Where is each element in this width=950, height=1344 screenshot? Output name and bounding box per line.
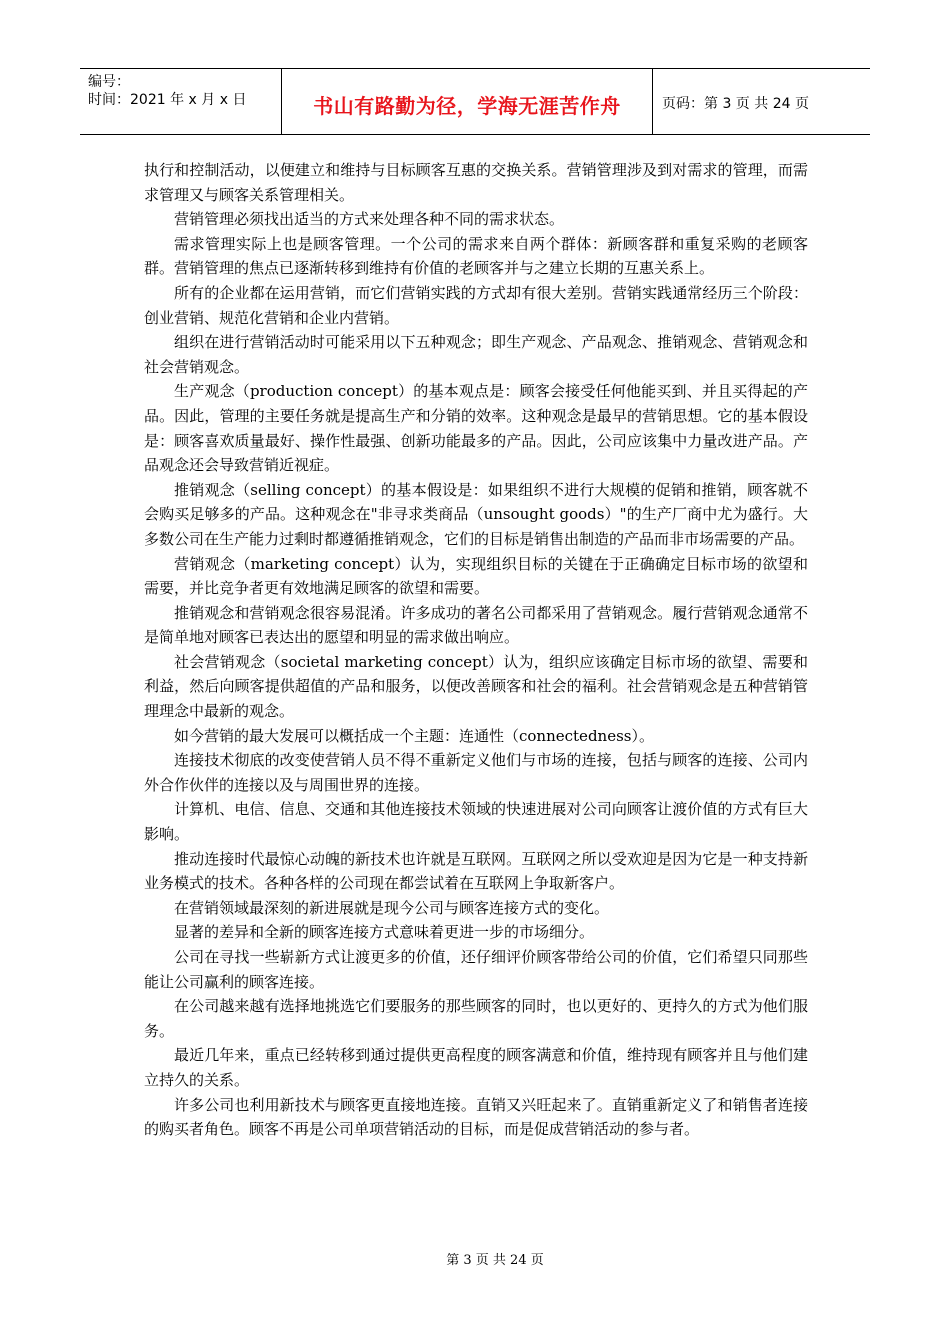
- motto-text: 书山有路勤为径，学海无涯苦作舟: [313, 94, 621, 118]
- paragraph: 推销观念（selling concept）的基本假设是：如果组织不进行大规模的促销和推销，顾客就不会购买足够多的产品。这种观念在"非寻求类商品（unsought goods）"的生产厂商中尤为盛行。大多数公司在生产能力过剩时都遵循推销观念，它们的目标是销售出制造的产品而非市场需要的产品。: [144, 480, 808, 548]
- paragraph: 许多公司也利用新技术与顾客更直接地连接。直销又兴旺起来了。直销重新定义了和销售者连接的购买者角色。顾客不再是公司单项营销活动的目标，而是促成营销活动的参与者。: [144, 1095, 808, 1139]
- page-footer: [0, 1249, 950, 1268]
- paragraph: 推动连接时代最惊心动魄的新技术也许就是互联网。互联网之所以受欢迎是因为它是一种支持新业务模式的技术。各种各样的公司现在都尝试着在互联网上争取新客户。: [144, 849, 808, 893]
- paragraph: 所有的企业都在运用营销，而它们营销实践的方式却有很大差别。营销实践通常经历三个阶段：创业营销、规范化营销和企业内营销。: [144, 283, 808, 327]
- paragraph: 需求管理实际上也是顾客管理。一个公司的需求来自两个群体：新顾客群和重复采购的老顾客群。营销管理的焦点已逐渐转移到维持有价值的老顾客并与之建立长期的互惠关系上。: [144, 234, 808, 278]
- paragraph: 计算机、电信、信息、交通和其他连接技术领域的快速进展对公司向顾客让渡价值的方式有巨大影响。: [144, 800, 808, 844]
- time-label: 时间：2021 年 x 月 x 日: [88, 92, 247, 108]
- header-meta-cell: [80, 69, 282, 134]
- paragraph: 在营销领域最深刻的新进展就是现今公司与顾客连接方式的变化。: [174, 898, 610, 917]
- paragraph: 显著的差异和全新的顾客连接方式意味着更进一步的市场细分。: [174, 923, 595, 942]
- document-header: [80, 68, 870, 135]
- paragraph: 在公司越来越有选择地挑选它们要服务的那些顾客的同时，也以更好的、更持久的方式为他们服务。: [144, 997, 808, 1040]
- paragraph: 社会营销观念（societal marketing concept）认为，组织应该确定目标市场的欲望、需要和利益，然后向顾客提供超值的产品和服务，以便改善顾客和社会的福利。社会营销观念是五种营销管理理念中最新的观念。: [144, 652, 808, 721]
- header-motto-cell: [282, 69, 653, 134]
- paragraph: 组织在进行营销活动时可能采用以下五种观念；即生产观念、产品观念、推销观念、营销观念和社会营销观念。: [144, 333, 808, 376]
- page-label: 页码：第 3 页 共 24 页: [662, 95, 809, 112]
- paragraph: 最近几年来，重点已经转移到通过提供更高程度的顾客满意和价值，维持现有顾客并且与他们建立持久的关系。: [144, 1046, 808, 1089]
- paragraph: 生产观念（production concept）的基本观点是：顾客会接受任何他能买到、并且买得起的产品。因此，管理的主要任务就是提高生产和分销的效率。这种观念是最早的营销思想。它的基本假设是：顾客喜欢质量最好、操作性最强、创新功能最多的产品。因此，公司应该集中力量改进产品。产品观念还会导致营销近视症。: [144, 382, 808, 475]
- paragraph: 连接技术彻底的改变使营销人员不得不重新定义他们与市场的连接，包括与顾客的连接、公司内外合作伙伴的连接以及与周围世界的连接。: [144, 751, 808, 794]
- footer-page-number: 第 3 页 共 24 页: [446, 1253, 544, 1268]
- paragraph: 执行和控制活动，以便建立和维持与目标顾客互惠的交换关系。营销管理涉及到对需求的管理，而需求管理又与顾客关系管理相关。: [144, 161, 808, 204]
- paragraph: 营销观念（marketing concept）认为，实现组织目标的关键在于正确确定目标市场的欲望和需要，并比竞争者更有效地满足顾客的欲望和需要。: [144, 554, 808, 598]
- paragraph: 如今营销的最大发展可以概括成一个主题：连通性（connectedness）。: [174, 726, 654, 745]
- paragraph: 推销观念和营销观念很容易混淆。许多成功的著名公司都采用了营销观念。履行营销观念通常不是简单地对顾客已表达出的愿望和明显的需求做出响应。: [144, 603, 808, 647]
- header-page-cell: [653, 69, 870, 134]
- paragraph: 公司在寻找一些崭新方式让渡更多的价值，还仔细评价顾客带给公司的价值，它们希望只同那些能让公司赢利的顾客连接。: [144, 948, 808, 991]
- body-text: [144, 158, 808, 1142]
- paragraph: 营销管理必须找出适当的方式来处理各种不同的需求状态。: [174, 210, 565, 229]
- number-label: 编号：: [88, 74, 130, 90]
